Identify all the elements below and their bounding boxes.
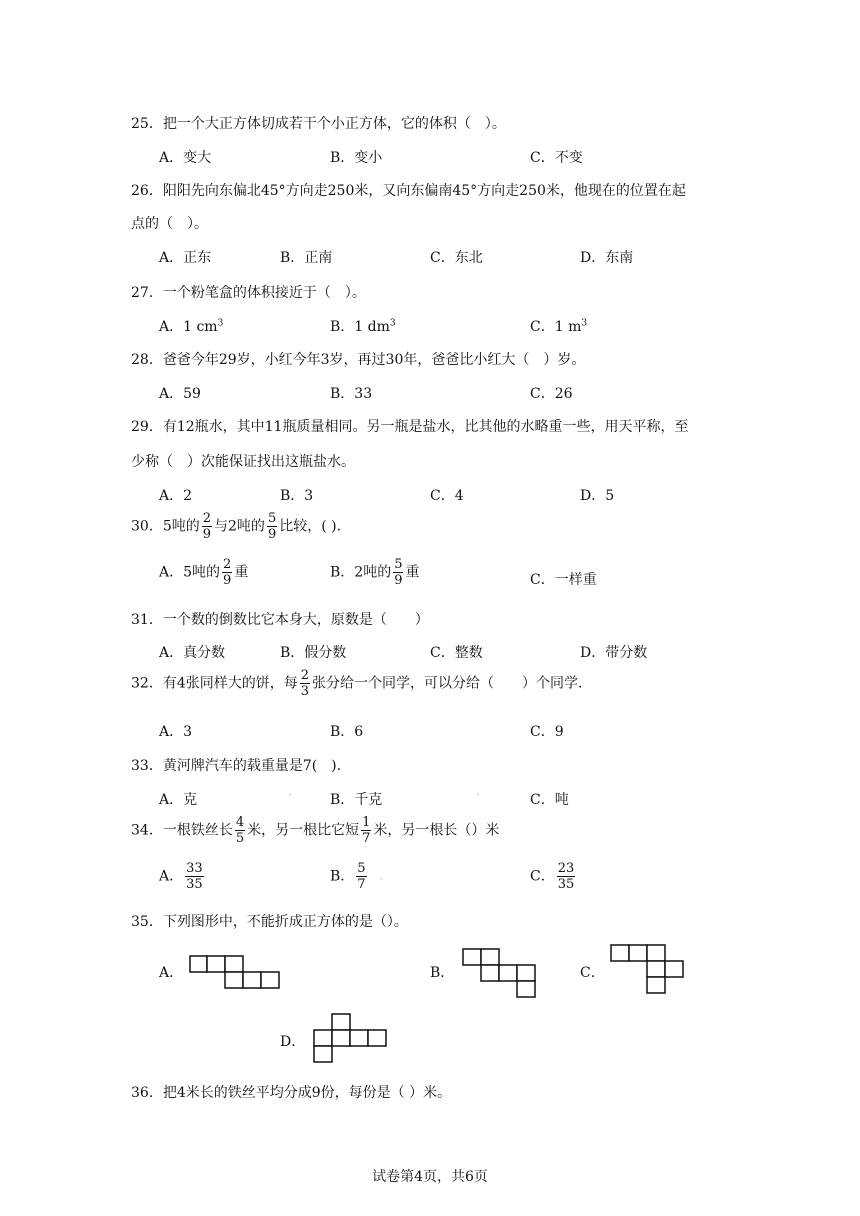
q35-option-c-label: C．: [580, 965, 605, 981]
question-26-line2: 点的（ ）。: [131, 216, 208, 232]
q25-option-b: B．变小: [330, 150, 383, 166]
q29-option-c: C．4: [430, 488, 464, 504]
q30-option-a: A．5吨的 $\frac{2}{9}$ 重: [159, 557, 249, 588]
question-27: 27．一个粉笔盒的体积接近于（ ）。: [131, 285, 366, 301]
q31-option-a: A．真分数: [159, 645, 226, 661]
cube-net-c: [610, 944, 684, 994]
q27-option-a: A．1 $cm^3$: [159, 318, 224, 335]
fraction: $\frac{33}{35}$: [186, 861, 203, 892]
q28-option-c: C．26: [530, 386, 573, 402]
fraction: $\frac{1}{7}$: [362, 815, 371, 846]
fraction: $\frac{5}{7}$: [357, 861, 366, 892]
q33-option-a: A．克: [159, 792, 198, 808]
question-29-line2: 少称（ ）次能保证找出这瓶盐水。: [131, 454, 355, 470]
question-34: 34．一根铁丝长 $\frac{4}{5}$ 米，另一根比它短 $\frac{1}{7}$ 米，另一根长（）米: [131, 815, 500, 846]
fraction: $\frac{5}{9}$: [267, 511, 277, 542]
q34-option-a: A． $\frac{33}{35}$: [159, 861, 203, 892]
q33-option-b: B．千克: [330, 792, 383, 808]
page-footer: 试卷第4页，共6页: [372, 1169, 488, 1185]
cube-net-b: [462, 948, 536, 1000]
question-33: 33．黄河牌汽车的载重量是7( ).: [131, 758, 342, 774]
q32-option-a: A．3: [159, 724, 193, 740]
q34-option-c: C． $\frac{23}{35}$: [530, 861, 575, 892]
question-26-line1: 26．阳阳先向东偏北45°方向走250米，又向东偏南45°方向走250米，他现在的位置在起: [131, 183, 686, 199]
q32-option-b: B．6: [330, 724, 364, 740]
q31-option-c: C．整数: [430, 645, 483, 661]
q26-option-b: B．正南: [280, 250, 333, 266]
q33-option-c: C．吨: [530, 792, 569, 808]
fraction: $\frac{2}{9}$: [223, 557, 232, 588]
fraction: $\frac{2}{9}$: [202, 511, 212, 542]
q27-option-b: B．1 $dm^3$: [330, 318, 396, 335]
q28-option-a: A．59: [159, 386, 201, 402]
stray-mark: ˈ: [477, 793, 480, 802]
question-32: 32．有4张同样大的饼，每 $\frac{2}{3}$ 张分给一个同学，可以分给（ ）个同学.: [131, 668, 583, 699]
q29-option-a: A．2: [159, 488, 193, 504]
fraction: $\frac{5}{9}$: [394, 557, 403, 588]
stray-mark: ˈ: [289, 793, 292, 802]
stray-mark: ˈ: [380, 877, 383, 886]
q35-option-b-label: B．: [430, 965, 455, 981]
q31-option-d: D．带分数: [580, 645, 648, 661]
q31-option-b: B．假分数: [280, 645, 347, 661]
q30-option-b: B．2吨的 $\frac{5}{9}$ 重: [330, 557, 420, 588]
fraction: $\frac{23}{35}$: [557, 861, 575, 892]
q32-option-c: C．9: [530, 724, 564, 740]
fraction: $\frac{4}{5}$: [235, 815, 245, 846]
question-28: 28．爸爸今年29岁，小红今年3岁，再过30年，爸爸比小红大（ ）岁。: [131, 352, 586, 368]
fraction: $\frac{2}{3}$: [300, 668, 310, 699]
q29-option-b: B．3: [280, 488, 314, 504]
cube-net-a: [189, 955, 281, 991]
q27-option-c: C．1 $m^3$: [530, 318, 588, 335]
cube-net-d: [313, 1013, 387, 1063]
q25-option-a: A．变大: [159, 150, 212, 166]
q35-option-d-label: D．: [280, 1034, 306, 1050]
q26-option-d: D．东南: [580, 250, 634, 266]
question-36: 36．把4米长的铁丝平均分成9份，每份是（ ）米。: [131, 1085, 452, 1101]
q34-option-b: B． $\frac{5}{7}$: [330, 861, 366, 892]
question-29-line1: 29．有12瓶水，其中11瓶质量相同。另一瓶是盐水，比其他的水略重一些，用天平称，至: [131, 419, 689, 435]
q25-option-c: C．不变: [530, 150, 583, 166]
q30-option-c: C．一样重: [530, 572, 597, 588]
question-31: 31．一个数的倒数比它本身大，原数是（ ）: [131, 612, 429, 628]
question-35: 35．下列图形中，不能折成正方体的是（）。: [131, 914, 408, 930]
q29-option-d: D．5: [580, 488, 615, 504]
q26-option-a: A．正东: [159, 250, 212, 266]
q28-option-b: B．33: [330, 386, 373, 402]
q26-option-c: C．东北: [430, 250, 483, 266]
question-30: 30．5吨的 $\frac{2}{9}$ 与2吨的 $\frac{5}{9}$ 比较，( ).: [131, 511, 342, 542]
q35-option-a-label: A．: [159, 965, 184, 981]
question-25: 25．把一个大正方体切成若干个小正方体，它的体积（ ）。: [131, 116, 506, 132]
